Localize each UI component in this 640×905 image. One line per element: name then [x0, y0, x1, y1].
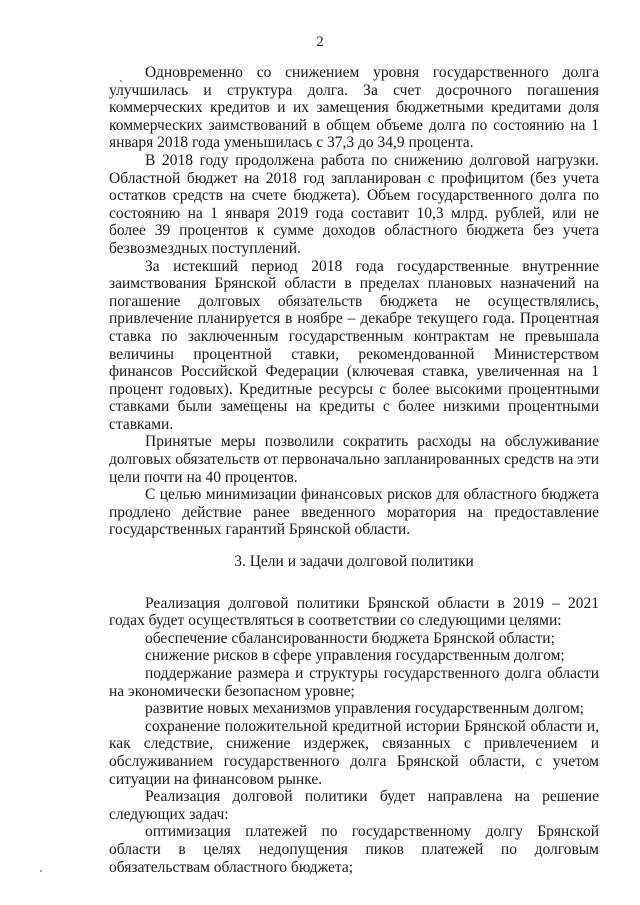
list-item: снижение рисков в сфере управления государственным долгом;: [145, 647, 565, 665]
paragraph-debt-load-2018: В 2018 году продолжена работа по снижению долговой нагрузки. Областной бюджет на 2018 год запланирован с профицитом (без учета остатков средств на счете бюджета). Объем государственного долга по состоянию на 1 января 2019 года составит 10,3 млрд. рублей, или не более 39 процентов к сумме доходов областного бюджета без учета безвозмездных поступлений.: [109, 151, 599, 257]
paragraph-guarantee-moratorium: С целью минимизации финансовых рисков для областного бюджета продлено действие ранее введенного моратория на предоставление государственных гарантий Брянской области.: [109, 486, 599, 539]
list-item: поддержание размера и структуры государственного долга области на экономически безопасном уровне;: [109, 665, 599, 700]
list-item: сохранение положительной кредитной истории Брянской области и, как следствие, снижение издержек, связанных с привлечением и обслуживанием государственного долга Брянской области, с учетом ситуации на финансовом рынке.: [109, 717, 599, 788]
tasks-intro: Реализация долговой политики будет направлена на решение следующих задач:: [109, 788, 599, 823]
section-intro: Реализация долговой политики Брянской области в 2019 – 2021 годах будет осуществляться в соответствии со следующими целями:: [109, 594, 599, 630]
paragraph-expense-reduction: Принятые меры позволили сократить расходы на обслуживание долговых обязательств от первоначально запланированных средств на эти цели почти на 40 процентов.: [109, 433, 599, 486]
document-body: [109, 64, 599, 876]
tasks-list: [109, 823, 599, 876]
list-item: обеспечение сбалансированности бюджета Брянской области;: [145, 629, 555, 647]
list-item: развитие новых механизмов управления государственным долгом;: [145, 700, 584, 718]
list-item: оптимизация платежей по государственному долгу Брянской области в целях недопущения пиков платежей по долговым обязательствам областного бюджета;: [109, 823, 599, 876]
section-heading: 3. Цели и задачи долговой политики: [234, 553, 474, 571]
goals-list: [109, 630, 599, 788]
scan-speck: [40, 870, 42, 872]
paragraph-debt-structure: Одновременно со снижением уровня государственного долга улучшилась и структура долга. За счет досрочного погашения коммерческих кредитов и их замещения бюджетными кредитами доля коммерческих заимствований в общем объеме долга по состоянию на 1 января 2018 года уменьшилась с 37,3 до 34,9 процента.: [109, 64, 599, 152]
paragraph-borrowings: За истекший период 2018 года государственные внутренние заимствования Брянской области в пределах плановых назначений на погашение долговых обязательств бюджета не осуществлялись, привлечение планируется в ноябре – декабре текущего года. Процентная ставка по заключенным государственным контрактам не превышала величины процентной ставки, рекомендованной Министерством финансов Российской Федерации (ключевая ставка, увеличенная на 1 процент годовых). Кредитные ресурсы с более высокими процентными ставками были замещены на кредиты с более низкими процентными ставками.: [109, 257, 599, 433]
page-number: 2: [316, 34, 324, 50]
